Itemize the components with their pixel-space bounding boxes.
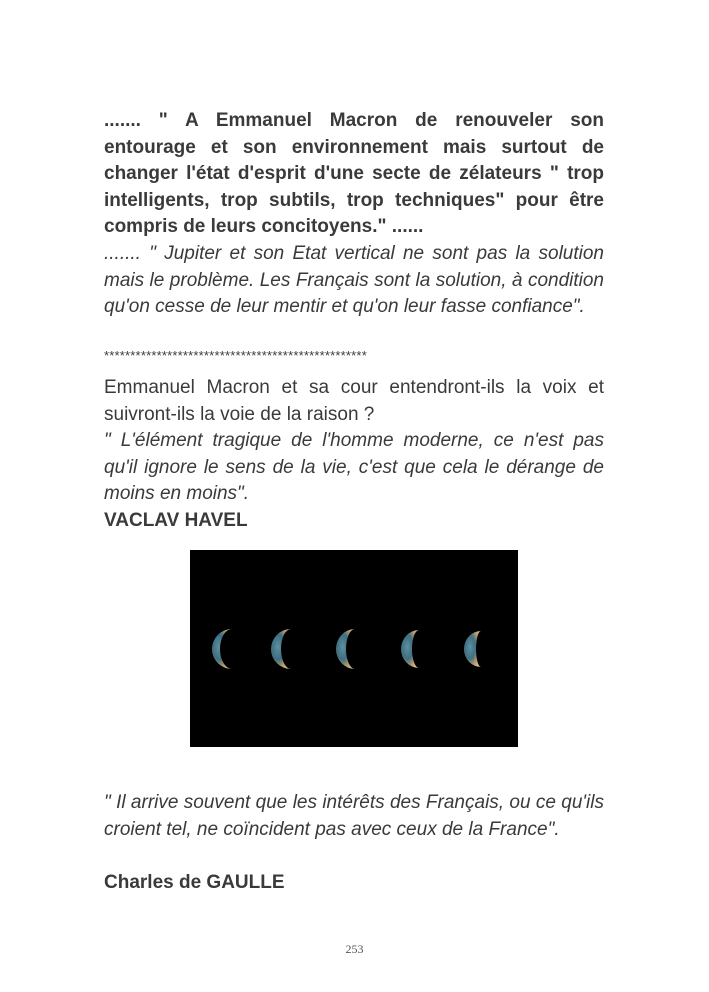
planet-crescent-5 <box>464 631 481 667</box>
planet-crescent-4 <box>401 630 419 668</box>
planet-crescent-1 <box>212 629 232 669</box>
paragraph-macron-entourage: ....... " A Emmanuel Macron de renouveler son entourage et son environnement mais surtout de changer l'état d'esprit d'une secte de zélateurs " trop intelligents, trop subtils, trop techniques" pour être compris de leurs concitoyens." ...... <box>104 110 604 238</box>
author-de-gaulle: Charles de GAULLE <box>104 872 285 893</box>
quote-havel: " L'élément tragique de l'homme moderne, ce n'est pas qu'il ignore le sens de la vie, c'est que cela le dérange de moins en moins". <box>104 430 604 505</box>
quote-de-gaulle: " Il arrive souvent que les intérêts des Français, ou ce qu'ils croient tel, ne coïncident pas avec ceux de la France". <box>104 792 604 840</box>
paragraph-question: Emmanuel Macron et sa cour entendront-ils la voix et suivront-ils la voie de la raison ? <box>104 377 604 425</box>
planet-crescent-3 <box>336 629 355 669</box>
page-number: 253 <box>345 942 364 956</box>
planet-crescent-2 <box>271 629 291 669</box>
author-havel: VACLAV HAVEL <box>104 510 248 531</box>
separator-stars: ************************************************** <box>104 348 367 363</box>
planet-phases-image <box>190 550 518 747</box>
paragraph-jupiter-quote: ....... " Jupiter et son Etat vertical ne sont pas la solution mais le problème. Les Français sont la solution, à condition qu'on cesse de leur mentir et qu'on leur fasse confiance". <box>104 243 604 318</box>
